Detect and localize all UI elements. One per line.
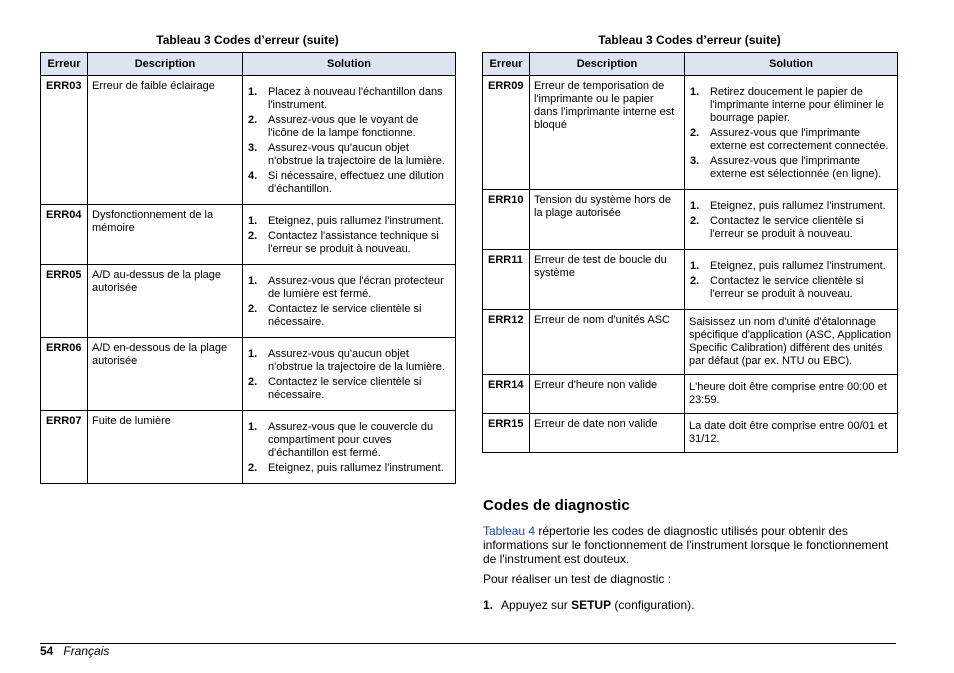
footer-rule [40, 643, 896, 644]
step-number: 1. [248, 86, 258, 98]
error-description: A/D en-dessous de la plage autorisée [88, 338, 243, 411]
solution-text: L'heure doit être comprise entre 00:00 et 23:59. [689, 381, 887, 406]
solution-step [689, 86, 893, 125]
solution-steps [247, 215, 451, 256]
step-number: 3. [690, 155, 700, 167]
step-number: 2. [248, 303, 258, 315]
table-header-row [41, 53, 456, 76]
error-code: ERR06 [41, 338, 88, 411]
solution-steps [689, 200, 893, 241]
step-number: 1. [248, 275, 258, 287]
step-1 [483, 598, 694, 612]
error-description: Fuite de lumière [88, 411, 243, 484]
error-solution [685, 250, 898, 310]
step-number: 2. [248, 114, 258, 126]
error-code: ERR04 [41, 205, 88, 265]
table-row [41, 205, 456, 265]
error-code: ERR09 [483, 76, 530, 190]
table-row [483, 190, 898, 250]
step-text: Assurez-vous que l'imprimante externe est correctement connectée. [710, 127, 889, 152]
step-text: Assurez-vous qu'aucun objet n'obstrue la trajectoire de la lumière. [268, 142, 445, 167]
step-number: 2. [690, 215, 700, 227]
step-text: Contactez le service clientèle si l'erreur se produit à nouveau. [710, 275, 864, 300]
step-text: Assurez-vous que l'imprimante externe est sélectionnée (en ligne). [710, 155, 882, 180]
table-row [41, 265, 456, 338]
step-number: 1. [483, 598, 494, 612]
solution-steps [247, 421, 451, 475]
error-solution [685, 375, 898, 414]
solution-step [689, 275, 893, 301]
error-code: ERR03 [41, 76, 88, 205]
error-description: Erreur de nom d'unités ASC [530, 310, 685, 375]
error-solution [243, 265, 456, 338]
step-text: Contactez le service clientèle si l'erreur se produit à nouveau. [710, 215, 864, 240]
error-solution [243, 76, 456, 205]
error-solution [243, 205, 456, 265]
error-description: Erreur de test de boucle du système [530, 250, 685, 310]
step-number: 4. [248, 170, 258, 182]
step-text: Contactez le service clientèle si nécessaire. [268, 376, 422, 401]
error-solution [685, 310, 898, 375]
table-header-row [483, 53, 898, 76]
right-table-caption: Tableau 3 Codes d’erreur (suite) [598, 33, 781, 47]
error-code: ERR11 [483, 250, 530, 310]
header-error: Erreur [41, 53, 88, 76]
solution-step [247, 114, 451, 140]
table-row [41, 411, 456, 484]
step-text: Si nécessaire, effectuez une dilution d'échantillon. [268, 170, 444, 195]
header-solution: Solution [685, 53, 898, 76]
error-description: Erreur de faible éclairage [88, 76, 243, 205]
error-solution [243, 411, 456, 484]
solution-steps [247, 348, 451, 402]
error-description: A/D au-dessus de la plage autorisée [88, 265, 243, 338]
step-text: Placez à nouveau l'échantillon dans l'instrument. [268, 86, 443, 111]
table-row [41, 76, 456, 205]
solution-step [247, 275, 451, 301]
step-text: Contactez l'assistance technique si l'erreur se produit à nouveau. [268, 230, 439, 255]
step-number: 1. [690, 86, 700, 98]
error-description: Erreur d'heure non valide [530, 375, 685, 414]
solution-steps [247, 86, 451, 196]
error-code: ERR05 [41, 265, 88, 338]
step-number: 2. [248, 230, 258, 242]
solution-step [247, 421, 451, 460]
error-description: Erreur de date non valide [530, 414, 685, 453]
page-footer [40, 644, 109, 658]
step-number: 1. [690, 200, 700, 212]
step-number: 2. [690, 127, 700, 139]
solution-text: Saisissez un nom d'unité d'étalonnage spécifique d'application (ASC, Application Specific Calibration) différent des unités par défaut (par ex. NTU ou EBC). [689, 316, 892, 367]
solution-step [247, 170, 451, 196]
setup-key-label: SETUP [571, 598, 612, 612]
intro-paragraph [483, 524, 893, 566]
error-solution [685, 76, 898, 190]
error-solution [685, 190, 898, 250]
solution-step [247, 215, 451, 228]
error-code: ERR07 [41, 411, 88, 484]
solution-step [247, 303, 451, 329]
step-number: 2. [690, 275, 700, 287]
solution-text: La date doit être comprise entre 00/01 et 31/12. [689, 420, 888, 445]
step-number: 2. [248, 376, 258, 388]
step-number: 1. [690, 260, 700, 272]
solution-steps [689, 86, 893, 181]
solution-steps [689, 260, 893, 301]
solution-step [247, 348, 451, 374]
table-row [483, 76, 898, 190]
solution-steps [247, 275, 451, 329]
solution-step [689, 200, 893, 213]
page-number: 54 [40, 644, 54, 658]
step-number: 1. [248, 215, 258, 227]
error-description: Erreur de temporisation de l'imprimante ou le papier dans l'imprimante interne est bloqué [530, 76, 685, 190]
section-title: Codes de diagnostic [483, 497, 630, 514]
step-text-before: Appuyez sur [501, 598, 572, 612]
step-text-after: (configuration). [611, 598, 695, 612]
step-text: Contactez le service clientèle si nécessaire. [268, 303, 422, 328]
intro-text: répertorie les codes de diagnostic utilisés pour obtenir des informations sur le fonctionnement de l'instrument lorsque le fonctionnement de l'instrument est douteux. [483, 524, 889, 566]
solution-step [689, 260, 893, 273]
step-number: 2. [248, 462, 258, 474]
header-error: Erreur [483, 53, 530, 76]
error-solution [685, 414, 898, 453]
error-description: Tension du système hors de la plage autorisée [530, 190, 685, 250]
solution-step [689, 155, 893, 181]
header-description: Description [88, 53, 243, 76]
step-text: Eteignez, puis rallumez l'instrument. [268, 462, 444, 474]
step-text: Assurez-vous que le couvercle du compartiment pour cuves d'échantillon est fermé. [268, 421, 434, 459]
header-solution: Solution [243, 53, 456, 76]
solution-step [689, 127, 893, 153]
table-row [483, 310, 898, 375]
step-text: Eteignez, puis rallumez l'instrument. [710, 260, 886, 272]
solution-step [689, 215, 893, 241]
step-number: 1. [248, 348, 258, 360]
step-text: Eteignez, puis rallumez l'instrument. [710, 200, 886, 212]
solution-step [247, 86, 451, 112]
error-solution [243, 338, 456, 411]
step-text: Assurez-vous qu'aucun objet n'obstrue la trajectoire de la lumière. [268, 348, 445, 373]
error-code: ERR10 [483, 190, 530, 250]
step-text: Assurez-vous que l'écran protecteur de lumière est fermé. [268, 275, 444, 300]
solution-step [247, 142, 451, 168]
table-row [41, 338, 456, 411]
header-description: Description [530, 53, 685, 76]
step-text: Retirez doucement le papier de l'imprimante interne pour éliminer le bourrage papier. [710, 86, 884, 124]
error-code: ERR12 [483, 310, 530, 375]
left-table-caption: Tableau 3 Codes d’erreur (suite) [156, 33, 339, 47]
table-row [483, 250, 898, 310]
error-description: Dysfonctionnement de la mémoire [88, 205, 243, 265]
diagnostic-instructions: Pour réaliser un test de diagnostic : [483, 572, 672, 586]
step-number: 3. [248, 142, 258, 154]
solution-step [247, 230, 451, 256]
footer-language: Français [63, 644, 110, 658]
table-row [483, 375, 898, 414]
right-error-table [482, 52, 898, 453]
solution-step [247, 462, 451, 475]
table-row [483, 414, 898, 453]
error-code: ERR15 [483, 414, 530, 453]
step-number: 1. [248, 421, 258, 433]
step-text: Assurez-vous que le voyant de l'icône de la lampe fonctionne. [268, 114, 419, 139]
table-4-link[interactable]: Tableau 4 [483, 524, 536, 538]
error-code: ERR14 [483, 375, 530, 414]
left-error-table [40, 52, 456, 484]
step-text: Eteignez, puis rallumez l'instrument. [268, 215, 444, 227]
solution-step [247, 376, 451, 402]
